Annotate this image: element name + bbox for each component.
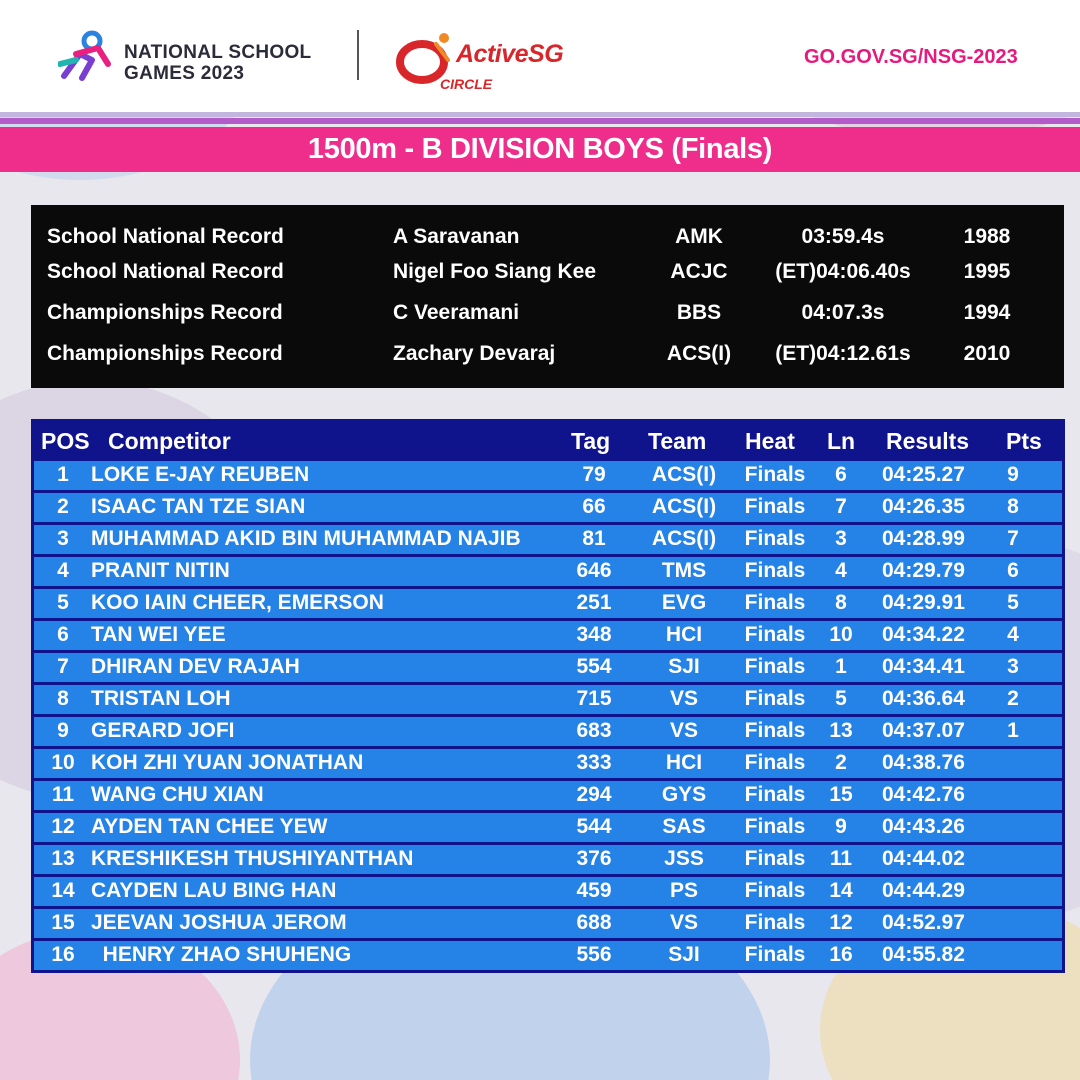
record-year: 1995: [963, 260, 1011, 283]
result-points: 1: [1007, 719, 1019, 742]
header-ln: Ln: [827, 428, 856, 454]
result-tag: 544: [576, 815, 612, 838]
result-team: SJI: [668, 943, 700, 966]
result-team: ACS(I): [651, 527, 717, 550]
record-team: BBS: [676, 301, 722, 324]
result-heat: Finals: [744, 527, 806, 550]
record-year: 2010: [963, 342, 1011, 365]
result-heat: Finals: [744, 623, 806, 646]
result-team: GYS: [661, 783, 707, 806]
result-heat: Finals: [744, 463, 806, 486]
result-pos: 5: [57, 591, 69, 614]
result-tag: 294: [576, 783, 612, 806]
record-row: [31, 301, 1064, 331]
result-team: HCI: [665, 623, 703, 646]
nsg-website-link[interactable]: GO.GOV.SG/NSG-2023: [804, 46, 1018, 68]
result-lane: 5: [835, 687, 847, 710]
table-row: [34, 781, 1062, 810]
result-tag: 715: [576, 687, 612, 710]
nsg-logo-text: [124, 42, 311, 84]
result-tag: 376: [576, 847, 612, 870]
result-lane: 1: [835, 655, 847, 678]
record-team: ACJC: [670, 260, 728, 283]
result-team: HCI: [665, 751, 703, 774]
result-competitor: HENRY ZHAO SHUHENG: [91, 943, 352, 966]
result-heat: Finals: [744, 815, 806, 838]
header-team: Team: [648, 428, 707, 454]
table-row: [34, 909, 1062, 938]
result-lane: 9: [835, 815, 847, 838]
event-title: 1500m - B DIVISION BOYS (Finals): [307, 133, 773, 165]
result-competitor: CAYDEN LAU BING HAN: [91, 879, 337, 902]
result-heat: Finals: [744, 591, 806, 614]
result-tag: 251: [576, 591, 612, 614]
nsg-line-1: NATIONAL SCHOOL: [124, 42, 312, 63]
result-competitor: ISAAC TAN TZE SIAN: [91, 495, 306, 518]
result-heat: Finals: [744, 495, 806, 518]
result-tag: 646: [576, 559, 612, 582]
table-row: [34, 557, 1062, 586]
result-lane: 4: [835, 559, 847, 582]
result-competitor: KRESHIKESH THUSHIYANTHAN: [91, 847, 414, 870]
result-tag: 688: [576, 911, 612, 934]
table-row: [34, 493, 1062, 522]
result-time: 04:37.07: [882, 719, 965, 742]
result-pos: 9: [57, 719, 69, 742]
record-row: [31, 260, 1064, 290]
result-team: VS: [669, 687, 698, 710]
result-heat: Finals: [744, 943, 806, 966]
result-time: 04:44.02: [882, 847, 965, 870]
record-row: [31, 225, 1064, 255]
record-time: 04:07.3s: [801, 301, 885, 324]
result-heat: Finals: [744, 879, 806, 902]
record-type: Championships Record: [47, 342, 283, 365]
result-time: 04:26.35: [882, 495, 965, 518]
result-competitor: MUHAMMAD AKID BIN MUHAMMAD NAJIB: [91, 527, 521, 550]
result-pos: 13: [51, 847, 75, 870]
result-points: 9: [1007, 463, 1019, 486]
result-competitor: KOH ZHI YUAN JONATHAN: [91, 751, 364, 774]
result-team: SAS: [662, 815, 706, 838]
header-stripe-light: [0, 112, 1080, 117]
result-tag: 81: [582, 527, 606, 550]
result-competitor: JEEVAN JOSHUA JEROM: [91, 911, 347, 934]
result-time: 04:29.79: [882, 559, 965, 582]
record-row: [31, 342, 1064, 372]
result-points: 3: [1007, 655, 1019, 678]
result-heat: Finals: [744, 687, 806, 710]
result-lane: 7: [835, 495, 847, 518]
result-time: 04:55.82: [882, 943, 965, 966]
result-competitor: KOO IAIN CHEER, EMERSON: [91, 591, 384, 614]
records-panel: [31, 205, 1064, 388]
record-holder: Zachary Devaraj: [393, 342, 556, 365]
result-time: 04:42.76: [882, 783, 965, 806]
result-time: 04:28.99: [882, 527, 965, 550]
activesg-circle-text: CIRCLE: [440, 76, 493, 92]
result-time: 04:36.64: [882, 687, 965, 710]
record-team: AMK: [675, 225, 723, 248]
result-lane: 8: [835, 591, 847, 614]
header-tag: Tag: [571, 428, 611, 454]
result-team: TMS: [661, 559, 707, 582]
header-bar: [0, 0, 1080, 112]
result-pos: 2: [57, 495, 69, 518]
result-lane: 13: [829, 719, 853, 742]
results-table: [31, 419, 1065, 973]
result-pos: 11: [51, 783, 75, 806]
result-tag: 554: [576, 655, 612, 678]
result-heat: Finals: [744, 751, 806, 774]
result-team: PS: [669, 879, 698, 902]
result-competitor: LOKE E-JAY REUBEN: [91, 463, 310, 486]
table-row: [34, 877, 1062, 906]
result-competitor: PRANIT NITIN: [91, 559, 230, 582]
result-time: 04:38.76: [882, 751, 965, 774]
result-heat: Finals: [744, 847, 806, 870]
result-lane: 10: [829, 623, 853, 646]
result-competitor: AYDEN TAN CHEE YEW: [91, 815, 328, 838]
result-points: 8: [1007, 495, 1019, 518]
table-row: [34, 653, 1062, 682]
result-tag: 683: [576, 719, 612, 742]
header-results: Results: [886, 428, 970, 454]
result-heat: Finals: [744, 559, 806, 582]
header-pos: POS: [41, 428, 90, 454]
nsg-runner-logo: [58, 30, 116, 82]
result-tag: 556: [576, 943, 612, 966]
result-lane: 12: [829, 911, 853, 934]
result-heat: Finals: [744, 911, 806, 934]
table-row: [34, 525, 1062, 554]
table-row: [34, 749, 1062, 778]
result-time: 04:52.97: [882, 911, 965, 934]
table-row: [34, 717, 1062, 746]
result-points: 7: [1007, 527, 1019, 550]
result-team: JSS: [664, 847, 704, 870]
result-lane: 14: [829, 879, 853, 902]
result-heat: Finals: [744, 719, 806, 742]
result-competitor: TAN WEI YEE: [91, 623, 226, 646]
result-competitor: DHIRAN DEV RAJAH: [91, 655, 300, 678]
record-year: 1994: [963, 301, 1011, 324]
result-tag: 333: [576, 751, 612, 774]
result-heat: Finals: [744, 783, 806, 806]
result-time: 04:25.27: [882, 463, 965, 486]
record-holder: C Veeramani: [393, 301, 520, 324]
record-time: (ET)04:06.40s: [775, 260, 911, 283]
record-type: School National Record: [47, 225, 284, 248]
result-points: 4: [1007, 623, 1019, 646]
result-time: 04:34.22: [882, 623, 965, 646]
result-pos: 1: [57, 463, 69, 486]
record-type: School National Record: [47, 260, 284, 283]
result-team: VS: [669, 719, 698, 742]
result-team: ACS(I): [651, 495, 717, 518]
table-row: [34, 941, 1062, 970]
table-row: [34, 589, 1062, 618]
result-pos: 6: [57, 623, 69, 646]
result-pos: 10: [51, 751, 75, 774]
table-row: [34, 845, 1062, 874]
result-lane: 11: [829, 847, 853, 870]
record-team: ACS(I): [666, 342, 732, 365]
record-year: 1988: [963, 225, 1011, 248]
record-time: 03:59.4s: [801, 225, 885, 248]
result-heat: Finals: [744, 655, 806, 678]
result-tag: 79: [582, 463, 606, 486]
result-pos: 12: [51, 815, 75, 838]
result-lane: 16: [829, 943, 853, 966]
table-row: [34, 685, 1062, 714]
header-stripe-purple: [0, 118, 1080, 124]
result-team: EVG: [661, 591, 707, 614]
result-pos: 15: [51, 911, 75, 934]
results-header-row: [31, 419, 1065, 459]
result-competitor: WANG CHU XIAN: [91, 783, 264, 806]
result-pos: 4: [57, 559, 69, 582]
record-holder: Nigel Foo Siang Kee: [393, 260, 597, 283]
result-lane: 2: [835, 751, 847, 774]
result-time: 04:44.29: [882, 879, 965, 902]
result-points: 5: [1007, 591, 1019, 614]
result-competitor: GERARD JOFI: [91, 719, 235, 742]
result-lane: 6: [835, 463, 847, 486]
result-team: VS: [669, 911, 698, 934]
nsg-line-2: GAMES 2023: [124, 63, 245, 84]
result-team: SJI: [668, 655, 700, 678]
header-heat: Heat: [745, 428, 795, 454]
result-competitor: TRISTAN LOH: [91, 687, 231, 710]
result-pos: 8: [57, 687, 69, 710]
record-type: Championships Record: [47, 301, 283, 324]
header-pts: Pts: [1006, 428, 1042, 454]
result-lane: 3: [835, 527, 847, 550]
result-time: 04:34.41: [882, 655, 965, 678]
result-pos: 16: [51, 943, 75, 966]
result-pos: 7: [57, 655, 69, 678]
result-points: 6: [1007, 559, 1019, 582]
result-pos: 14: [51, 879, 75, 902]
result-team: ACS(I): [651, 463, 717, 486]
event-title-bar: [0, 127, 1080, 172]
activesg-wordmark: ActiveSG: [456, 40, 564, 68]
table-row: [34, 621, 1062, 650]
result-pos: 3: [57, 527, 69, 550]
result-tag: 348: [576, 623, 612, 646]
result-tag: 459: [576, 879, 612, 902]
table-row: [34, 813, 1062, 842]
result-time: 04:29.91: [882, 591, 965, 614]
header-competitor: Competitor: [108, 428, 231, 454]
result-tag: 66: [582, 495, 606, 518]
result-time: 04:43.26: [882, 815, 965, 838]
record-holder: A Saravanan: [393, 225, 520, 248]
table-row: [34, 461, 1062, 490]
logo-divider: [357, 30, 359, 80]
result-points: 2: [1007, 687, 1019, 710]
result-lane: 15: [829, 783, 853, 806]
record-time: (ET)04:12.61s: [775, 342, 911, 365]
